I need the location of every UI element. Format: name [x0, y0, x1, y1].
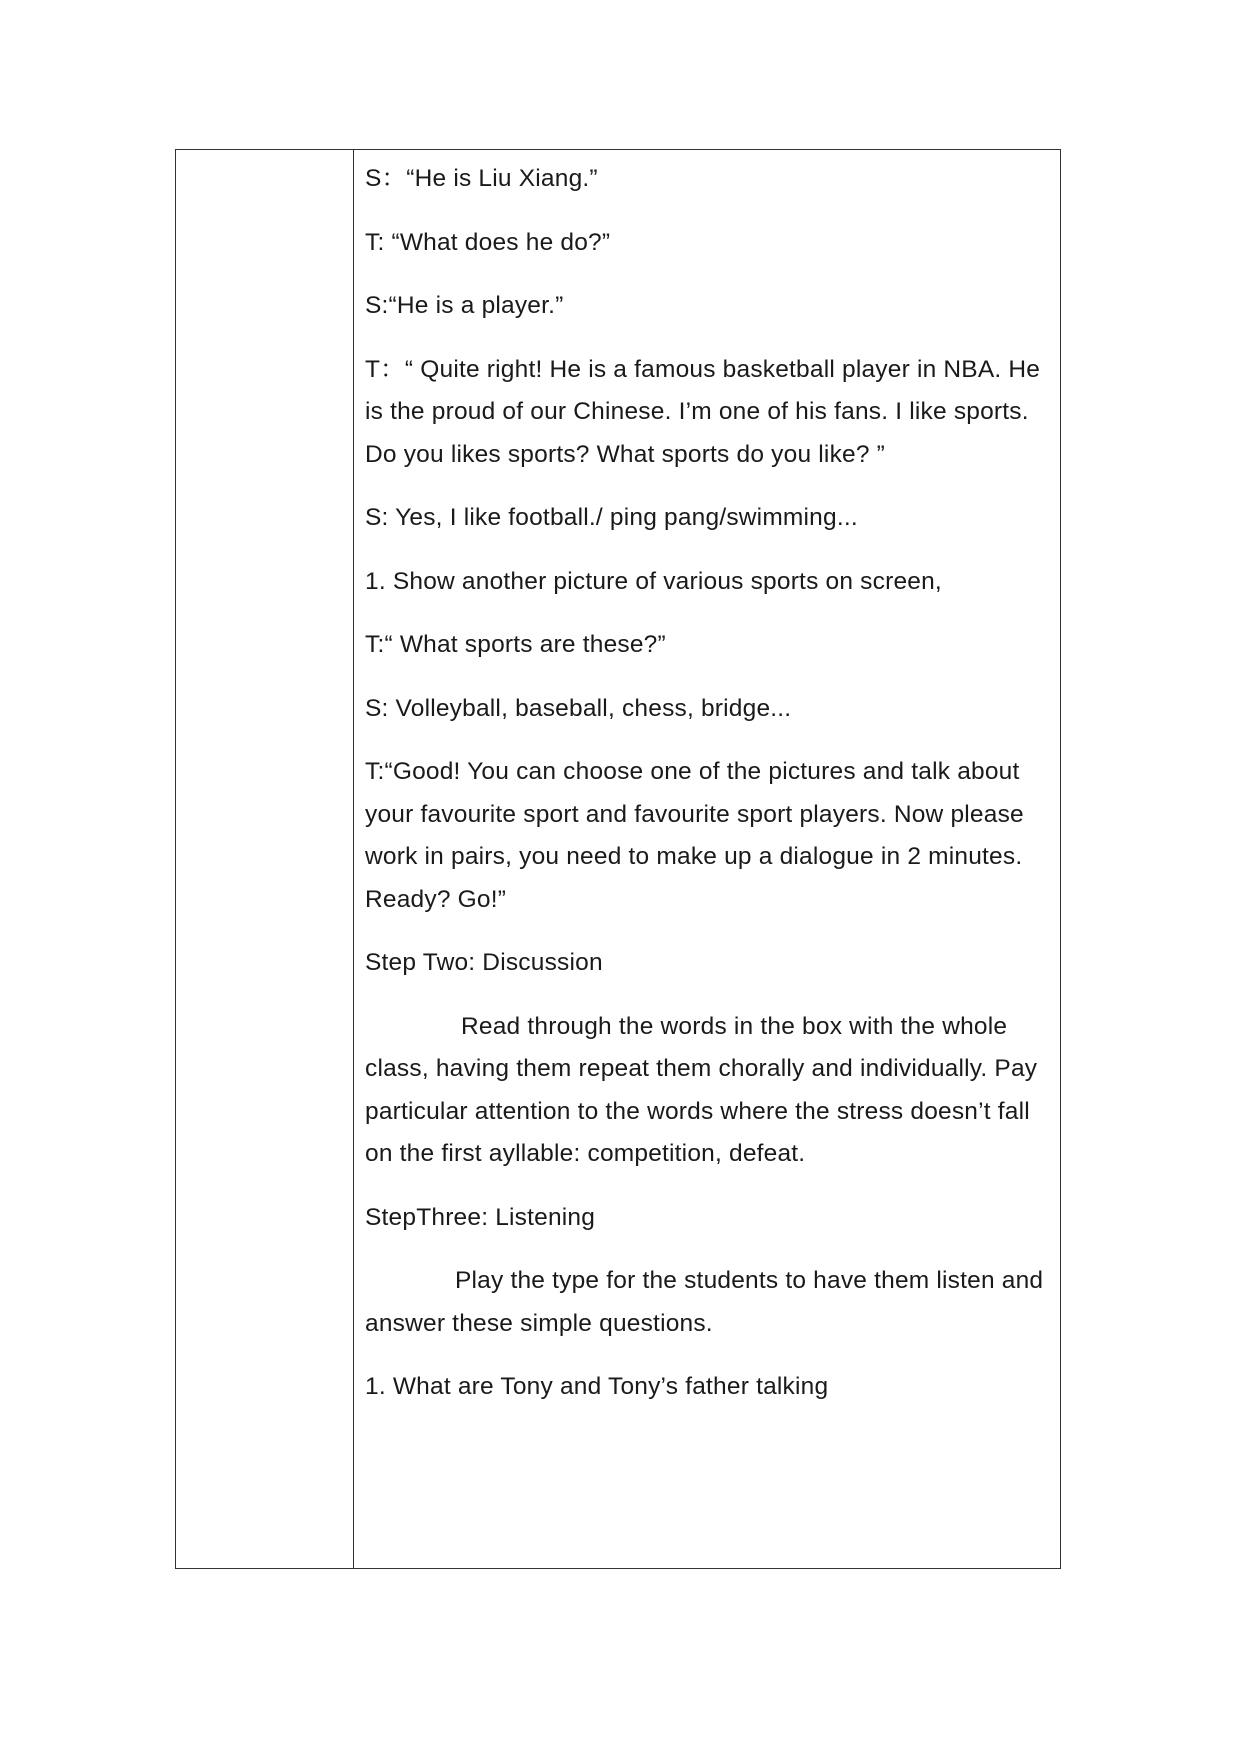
dialogue-line-student-4: S: Volleyball, baseball, chess, bridge... — [365, 694, 792, 722]
dialogue-line-teacher-1: T: “What does he do?” — [365, 228, 611, 256]
step-two-heading: Step Two: Discussion — [365, 949, 603, 976]
table-content-cell — [354, 150, 1060, 1568]
table-left-column-cell — [176, 150, 354, 1568]
dialogue-line-student-3: S: Yes, I like football./ ping pang/swimming... — [365, 504, 858, 531]
dialogue-line-student-2: S:“He is a player.” — [365, 292, 564, 319]
dialogue-line-teacher-2: T：“ Quite right! He is a famous basketball player in NBA. He is the proud of our Chinese. I’m one of his fans. I like sports. Do you likes sports? What sports do you like? ” — [365, 355, 1041, 468]
question-item-1: 1. What are Tony and Tony’s father talking — [365, 1373, 829, 1400]
lesson-plan-table — [175, 149, 1061, 1569]
dialogue-line-teacher-3: T:“ What sports are these?” — [365, 631, 666, 658]
step-three-body: Play the type for the students to have them listen and answer these simple questions. — [365, 1267, 1044, 1337]
instruction-item-1: 1. Show another picture of various sports on screen, — [365, 567, 942, 595]
dialogue-line-teacher-4: T:“Good! You can choose one of the pictures and talk about your favourite sport and favourite sport players. Now please work in pairs, you need to make up a dialogue in 2 minutes. Ready? Go!” — [365, 758, 1024, 913]
step-two-body: Read through the words in the box with the whole class, having them repeat them chorally and individually. Pay particular attention to the words where the stress doesn’t fall on the first ayllable: competition, defeat. — [365, 1012, 1038, 1167]
step-three-heading: StepThree: Listening — [365, 1203, 596, 1231]
dialogue-line-student-1: S：“He is Liu Xiang.” — [365, 165, 598, 192]
